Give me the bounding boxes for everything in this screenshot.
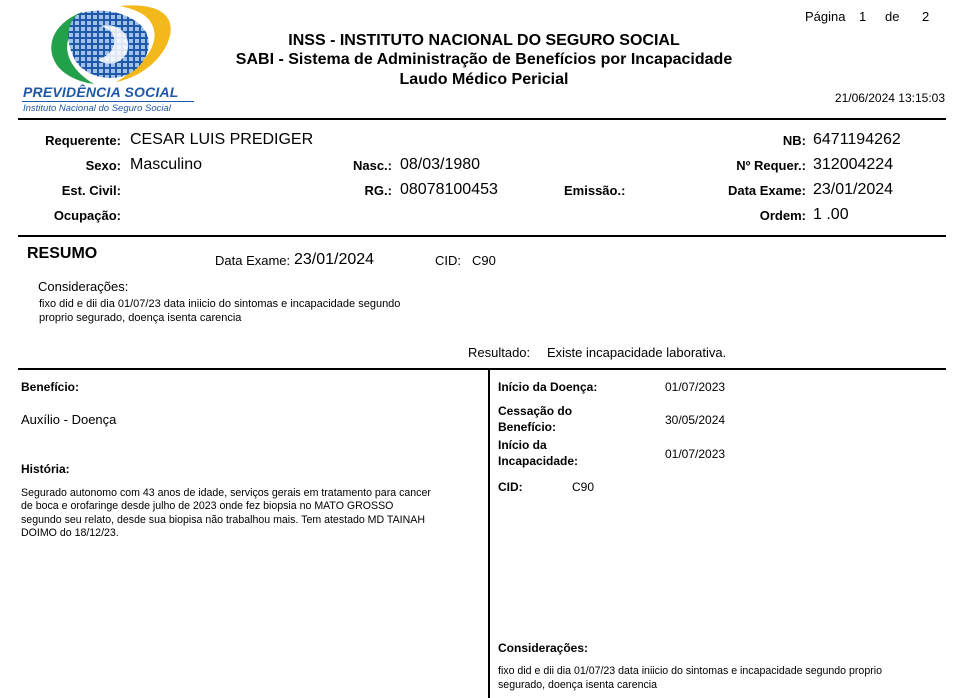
nb-label: NB: [782,133,806,148]
right-cid-label: CID: [498,480,523,494]
resumo-cid-value: C90 [472,253,496,268]
beneficio-value: Auxílio - Doença [21,412,117,427]
inicio-doenca-label: Início da Doença: [498,380,598,394]
requerente-value: CESAR LUIS PREDIGER [130,131,314,148]
historia-line: segundo seu relato, desde sua biopisa não trabalhou mais. Tem atestado MD TAINAH [21,513,425,526]
nasc-label: Nasc.: [352,158,392,173]
resumo-consideracoes-line: fixo did e dii dia 01/07/23 data iniicio do sintomas e incapacidade segundo [39,298,401,310]
requerente-label: Requerente: [45,133,121,148]
emissao-label: Emissão.: [564,183,626,198]
beneficio-label: Benefício: [21,380,80,394]
nasc-value: 08/03/1980 [400,156,481,173]
resumo-dataexame-label: Data Exame: [215,253,291,268]
resultado-value: Existe incapacidade laborativa. [547,345,727,360]
sexo-value: Masculino [130,156,203,173]
resumo-consideracoes-label: Considerações: [38,279,129,294]
historia-label: História: [21,462,70,476]
ordem-label: Ordem: [759,208,806,223]
header-divider [18,118,946,120]
inicio-incap-label-line2: Incapacidade: [498,454,579,468]
patient-divider [18,235,946,237]
inicio-doenca-value: 01/07/2023 [665,380,726,394]
dataexame-value: 23/01/2024 [813,181,894,198]
page-of: de [885,9,900,24]
page-total: 2 [922,9,930,24]
title-inss: INSS - INSTITUTO NACIONAL DO SEGURO SOCIAL [288,32,680,49]
inicio-incap-value: 01/07/2023 [665,447,726,461]
page-current: 1 [859,9,867,24]
logo-divider [22,101,194,102]
estcivil-label: Est. Civil: [61,183,121,198]
resumo-divider [18,368,946,370]
logo-emblem-icon [20,2,200,86]
ocupacao-label: Ocupação: [53,208,121,223]
dataexame-label: Data Exame: [727,183,806,198]
historia-line: DOIMO do 18/12/23. [21,527,119,540]
requer-value: 312004224 [813,156,894,173]
title-laudo: Laudo Médico Pericial [399,71,569,88]
historia-line: Segurado autonomo com 43 anos de idade, serviços gerais em tratamento para cancer [21,487,431,499]
inicio-incap-label-line1: Início da [498,438,547,452]
resumo-dataexame-value: 23/01/2024 [294,251,375,268]
logo-wordmark: PREVIDÊNCIA SOCIAL [23,84,179,100]
resumo-cid-label: CID: [435,253,461,268]
logo-subtitle: Instituto Nacional do Seguro Social [23,103,171,114]
page-label: Página [805,9,846,24]
cessacao-value: 30/05/2024 [665,413,726,427]
right-consideracoes-line: fixo did e dii dia 01/07/23 data iniicio do sintomas e incapacidade segundo proprio [498,665,882,677]
right-consideracoes-label: Considerações: [498,641,589,655]
cessacao-label-line1: Cessação do [498,404,573,418]
nb-value: 6471194262 [813,131,901,148]
requer-label: Nº Requer.: [736,158,806,173]
sexo-label: Sexo: [85,158,121,173]
ordem-value: 1 .00 [813,206,849,223]
resumo-consideracoes-line: proprio segurado, doença isenta carencia [39,312,242,324]
rg-value: 08078100453 [400,181,498,198]
historia-text [21,487,431,541]
column-divider [488,369,490,698]
resumo-title: RESUMO [27,245,98,262]
resultado-label: Resultado: [468,345,531,360]
rg-label: RG.: [364,183,392,198]
right-consideracoes-line: segurado, doença isenta carencia [498,679,658,691]
historia-line: de boca e orofaringe desde julho de 2023 onde fez biopsia no MATO GROSSO [21,500,394,513]
print-datetime: 21/06/2024 13:15:03 [834,91,945,105]
title-sabi: SABI - Sistema de Administração de Benefícios por Incapacidade [235,51,733,68]
right-cid-value: C90 [572,480,595,494]
cessacao-label-line2: Benefício: [498,420,557,434]
